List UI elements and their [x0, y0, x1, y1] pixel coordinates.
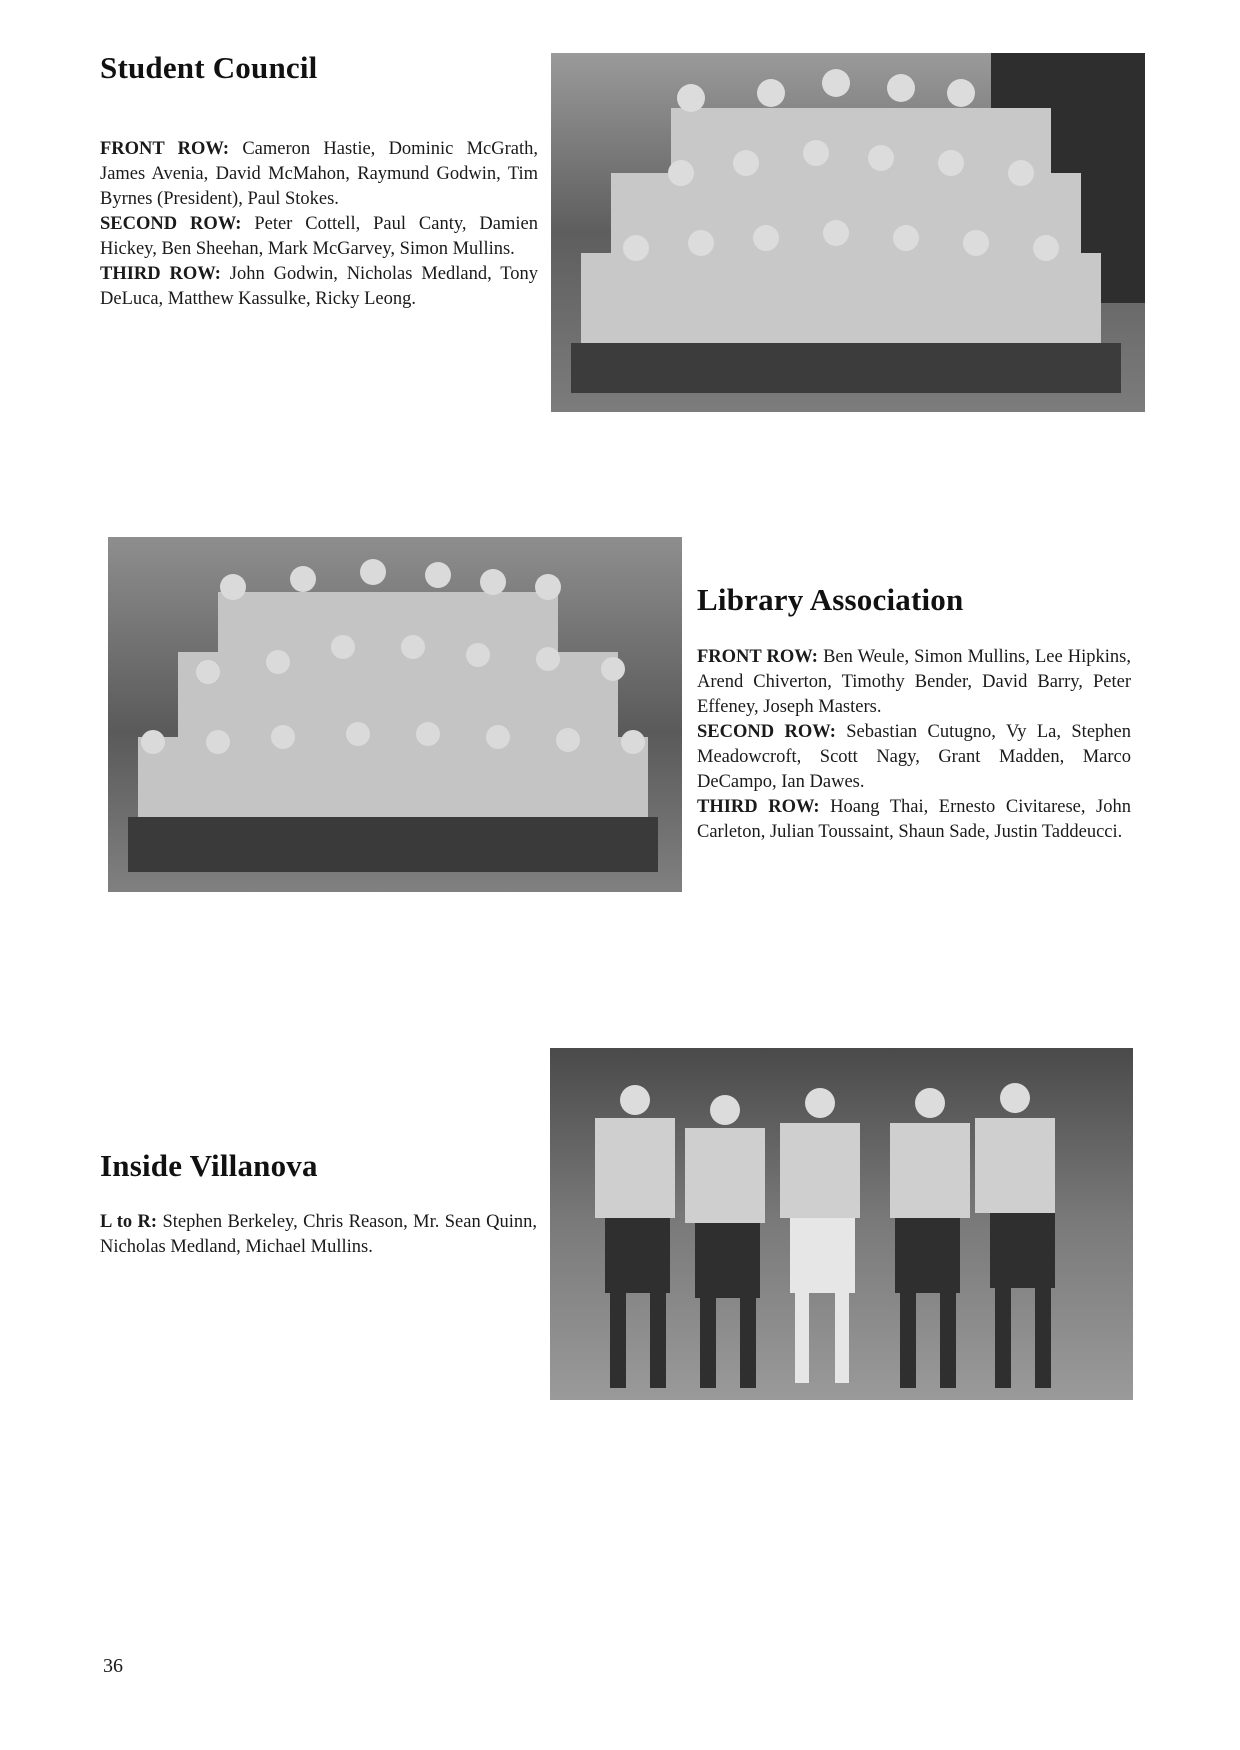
caption-row: [697, 645, 1131, 720]
photo-library-association: [108, 537, 682, 892]
row-label: THIRD ROW:: [100, 264, 221, 284]
caption-row: [697, 795, 1131, 845]
row-label: SECOND ROW:: [697, 722, 836, 742]
page-number: 36: [103, 1655, 123, 1677]
row-label: FRONT ROW:: [100, 139, 230, 159]
row-names: John Godwin, Nicholas Medland, Tony DeLuca, Matthew Kassulke, Ricky Leong.: [100, 264, 538, 309]
section-title-student-council: Student Council: [100, 50, 318, 85]
row-names: Peter Cottell, Paul Canty, Damien Hickey, Ben Sheehan, Mark McGarvey, Simon Mullins.: [100, 214, 538, 259]
caption-row: [100, 1210, 537, 1260]
caption-inside-villanova: [100, 1210, 537, 1260]
row-names: Cameron Hastie, Dominic McGrath, James Avenia, David McMahon, Raymund Godwin, Tim Byrnes (President), Paul Stokes.: [100, 139, 538, 209]
section-title-inside-villanova: Inside Villanova: [100, 1148, 318, 1183]
row-label: SECOND ROW:: [100, 214, 242, 234]
row-names: Ben Weule, Simon Mullins, Lee Hipkins, Arend Chiverton, Timothy Bender, David Barry, Peter Effeney, Joseph Masters.: [697, 647, 1131, 717]
row-names: Stephen Berkeley, Chris Reason, Mr. Sean Quinn, Nicholas Medland, Michael Mullins.: [100, 1212, 538, 1257]
row-label: FRONT ROW:: [697, 647, 818, 667]
caption-row: [100, 262, 538, 312]
row-names: Hoang Thai, Ernesto Civitarese, John Carleton, Julian Toussaint, Shaun Sade, Justin Taddeucci.: [697, 797, 1132, 842]
caption-row: [697, 720, 1131, 795]
caption-row: [100, 212, 538, 262]
row-label: THIRD ROW:: [697, 797, 820, 817]
photo-inside-villanova: [550, 1048, 1133, 1400]
photo-student-council: [551, 53, 1145, 412]
row-names: Sebastian Cutugno, Vy La, Stephen Meadowcroft, Scott Nagy, Grant Madden, Marco DeCampo, Ian Dawes.: [697, 722, 1131, 792]
section-title-library-association: Library Association: [697, 582, 964, 617]
caption-student-council: [100, 137, 538, 312]
caption-row: [100, 137, 538, 212]
caption-library-association: [697, 645, 1131, 845]
row-label: L to R:: [100, 1212, 158, 1232]
